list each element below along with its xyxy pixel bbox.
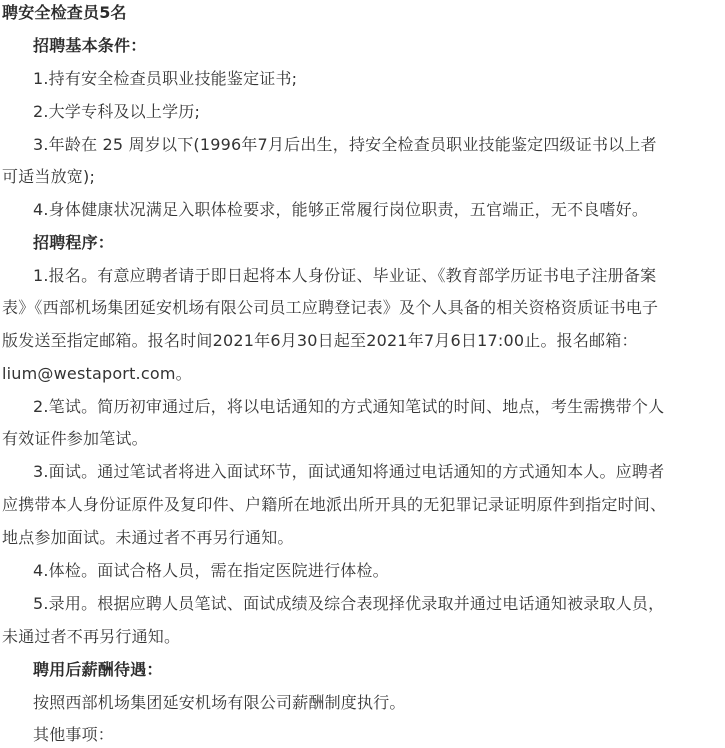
procedure-5-line-1: 5.录用。根据应聘人员笔试、面试成绩及综合表现择优录取并通过电话通知被录取人员， — [33, 594, 665, 613]
procedure-3-line-1: 3.面试。通过笔试者将进入面试环节，面试通知将通过电话通知的方式通知本人。应聘者 — [33, 462, 665, 481]
procedure-5-line-2: 未通过者不再另行通知。 — [2, 627, 181, 646]
procedure-3-line-3: 地点参加面试。未通过者不再另行通知。 — [2, 528, 294, 547]
requirement-1: 1.持有安全检查员职业技能鉴定证书; — [33, 69, 298, 88]
job-title: 聘安全检查员5名 — [2, 3, 127, 22]
requirement-3-line-1: 3.年龄在 25 周岁以下(1996年7月后出生，持安全检查员职业技能鉴定四级证书以上者 — [33, 135, 657, 154]
procedure-2-line-1: 2.笔试。简历初审通过后，将以电话通知的方式通知笔试的时间、地点，考生需携带个人 — [33, 397, 665, 416]
requirement-2: 2.大学专科及以上学历; — [33, 102, 201, 121]
procedure-3-line-2: 应携带本人身份证原件及复印件、户籍所在地派出所开具的无犯罪记录证明原件到指定时间、 — [2, 495, 667, 514]
procedure-1-line-3: 版发送至指定邮箱。报名时间2021年6月30日起至2021年7月6日17:00止。报名邮箱： — [2, 331, 638, 350]
requirements-heading: 招聘基本条件： — [33, 36, 147, 55]
procedure-1-line-2: 表》《西部机场集团延安机场有限公司员工应聘登记表》及个人具备的相关资格资质证书电子 — [2, 298, 659, 317]
procedure-heading: 招聘程序： — [33, 233, 115, 252]
procedure-2-line-2: 有效证件参加笔试。 — [2, 429, 148, 448]
procedure-4: 4.体检。面试合格人员，需在指定医院进行体检。 — [33, 561, 389, 580]
requirement-3-line-2: 可适当放宽); — [2, 167, 96, 186]
salary-heading: 聘用后薪酬待遇： — [33, 660, 163, 679]
other-heading: 其他事项： — [33, 725, 115, 744]
requirement-4: 4.身体健康状况满足入职体检要求，能够正常履行岗位职责，五官端正，无不良嗜好。 — [33, 200, 649, 219]
procedure-1-line-1: 1.报名。有意应聘者请于即日起将本人身份证、毕业证、《教育部学历证书电子注册备案 — [33, 266, 657, 285]
email-address: lium@westaport.com。 — [2, 364, 192, 383]
salary-text: 按照西部机场集团延安机场有限公司薪酬制度执行。 — [33, 693, 406, 712]
